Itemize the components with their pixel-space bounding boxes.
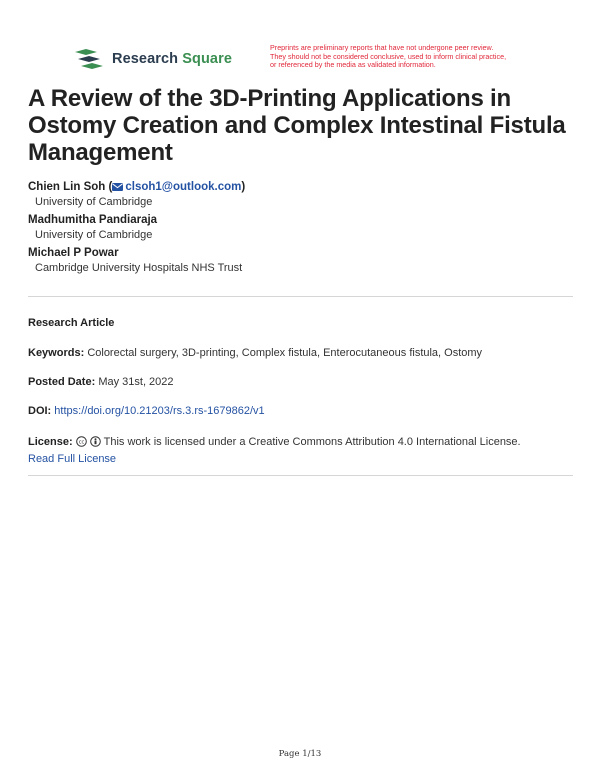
doi [28, 405, 265, 417]
disclaimer-line: Preprints are preliminary reports that have not undergone peer review. [270, 43, 494, 52]
author-affiliation: Cambridge University Hospitals NHS Trust [35, 262, 243, 274]
keywords-label: Keywords: [28, 347, 85, 359]
disclaimer-line: or referenced by the media as validated information. [270, 60, 436, 70]
research-square-logo[interactable] [74, 48, 232, 70]
author-name: Chien Lin Soh [28, 181, 106, 193]
keywords-value: Colorectal surgery, 3D-printing, Complex fistula, Enterocutaneous fistula, Ostomy [87, 347, 483, 359]
paper-title: A Review of the 3D-Printing Applications in Ostomy Creation and Complex Intestinal Fistula Management [28, 85, 566, 166]
divider [28, 296, 573, 297]
keywords [28, 347, 482, 359]
license [28, 434, 573, 468]
email-wrapper: ( clsoh1@outlook.com) [108, 181, 246, 193]
brand-name: Research Square [112, 51, 232, 67]
posted-date [28, 376, 174, 388]
author-name: Michael P Powar [28, 247, 119, 259]
read-full-license-link[interactable]: Read Full License [28, 453, 117, 465]
envelope-icon [112, 183, 123, 191]
author-entry [28, 212, 573, 243]
author-affiliation: University of Cambridge [35, 229, 153, 241]
preprint-disclaimer [270, 44, 540, 70]
license-text: This work is licensed under a Creative Commons Attribution 4.0 International License. [103, 436, 521, 448]
author-affiliation: University of Cambridge [35, 196, 153, 208]
svg-text:cc: cc [78, 439, 84, 446]
page-number: Page 1/13 [278, 749, 322, 759]
author-entry [28, 245, 573, 276]
research-square-logo-icon [74, 48, 104, 70]
license-label: License: [28, 436, 73, 448]
cc-icon [76, 436, 87, 447]
author-list [28, 179, 573, 278]
posted-date-label: Posted Date: [28, 376, 96, 388]
doi-label: DOI: [28, 405, 52, 417]
author-name: Madhumitha Pandiaraja [28, 214, 158, 226]
doi-link[interactable]: https://doi.org/10.21203/rs.3.rs-1679862/v1 [54, 405, 265, 417]
divider [28, 475, 573, 476]
article-type: Research Article [28, 317, 115, 329]
disclaimer-line: They should not be considered conclusive, used to inform clinical practice, [270, 51, 507, 61]
attribution-icon [90, 436, 101, 447]
author-entry [28, 179, 573, 210]
posted-date-value: May 31st, 2022 [98, 376, 174, 388]
header [74, 44, 534, 80]
author-email-link[interactable]: clsoh1@outlook.com [112, 181, 241, 193]
